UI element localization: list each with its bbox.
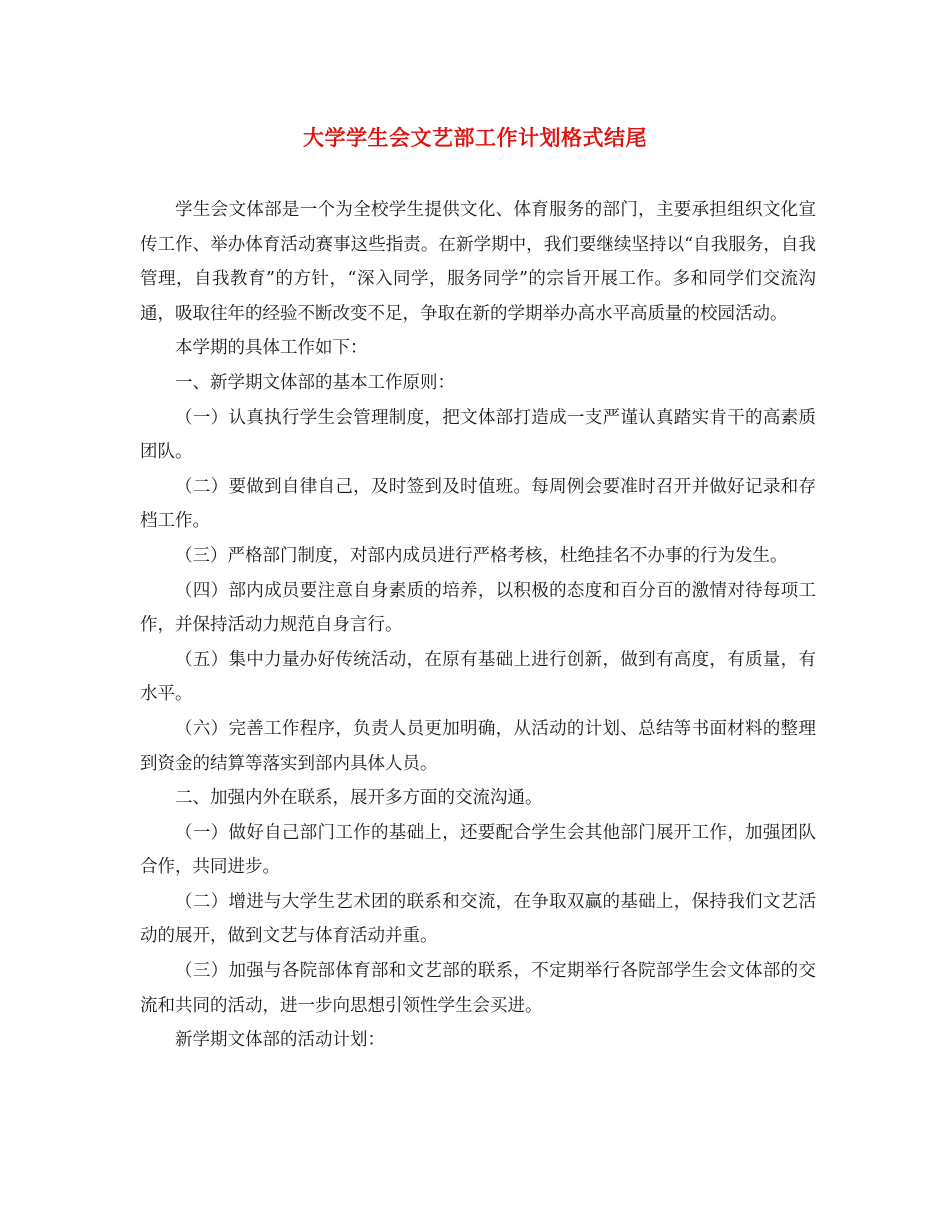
document-body: [140, 193, 816, 1058]
section-heading-principles: 一、新学期文体部的基本工作原则：: [175, 372, 455, 393]
list-item: （二）增进与大学生艺术团的联系和交流，在争取双赢的基础上，保持我们文艺活动的展开，做到文艺与体育活动并重。: [140, 891, 816, 947]
paragraph-intro: 学生会文体部是一个为全校学生提供文化、体育服务的部门，主要承担组织文化宣传工作、举办体育活动赛事这些指责。在新学期中，我们要继续坚持以“自我服务，自我管理，自我教育”的方针，“深入同学，服务同学”的宗旨开展工作。多和同学们交流沟通，吸取往年的经验不断改变不足，争取在新的学期举办高水平高质量的校园活动。: [140, 200, 816, 324]
section-heading-activities: 新学期文体部的活动计划：: [175, 1030, 385, 1051]
list-item: （一）认真执行学生会管理制度，把文体部打造成一支严谨认真踏实肯干的高素质团队。: [140, 407, 816, 463]
paragraph-work-intro: 本学期的具体工作如下：: [175, 338, 368, 359]
list-item: （三）加强与各院部体育部和文艺部的联系，不定期举行各院部学生会文体部的交流和共同的活动，进一步向思想引领性学生会买进。: [140, 961, 816, 1016]
list-item: （四）部内成员要注意自身素质的培养，以积极的态度和百分百的激情对待每项工作，并保持活动力规范自身言行。: [140, 580, 816, 636]
list-item: （六）完善工作程序，负责人员更加明确，从活动的计划、总结等书面材料的整理到资金的结算等落实到部内具体人员。: [140, 718, 816, 774]
list-item: （三）严格部门制度，对部内成员进行严格考核，杜绝挂名不办事的行为发生。: [175, 545, 788, 566]
list-item: （五）集中力量办好传统活动，在原有基础上进行创新，做到有高度，有质量，有水平。: [140, 649, 816, 705]
section-heading-communication: 二、加强内外在联系，展开多方面的交流沟通。: [175, 788, 543, 809]
list-item: （一）做好自己部门工作的基础上，还要配合学生会其他部门展开工作，加强团队合作，共同进步。: [140, 822, 816, 878]
document-title: 大学学生会文艺部工作计划格式结尾: [303, 125, 647, 150]
list-item: （二）要做到自律自己，及时签到及时值班。每周例会要准时召开并做好记录和存档工作。: [140, 476, 816, 532]
